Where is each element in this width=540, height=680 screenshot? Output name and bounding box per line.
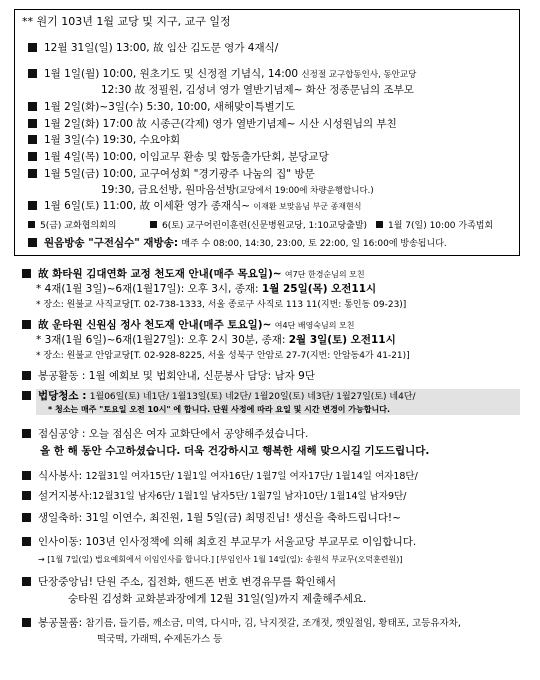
square-bullet-icon	[22, 371, 31, 380]
schedule-item: 1월 6일(토) 11:00, 故 이세환 영가 종재식~ 이재환 보맞음님 부군 종재현식	[28, 200, 361, 213]
cleaning-notice-detail: * 청소는 매주 "토요일 오전 10시" 에 합니다. 단원 사정에 따라 요일 및 시간 변경이 가능합니다.	[48, 405, 390, 414]
square-bullet-icon	[28, 221, 35, 228]
square-bullet-icon	[22, 471, 31, 480]
schedule-item: 1월 2일(화) 17:00 故 시종근(각제) 영가 열반기념제~ 시산 시성원님의 부친	[28, 118, 397, 131]
sermon-1-dates: * 4재(1월 3일)~6재(1월17일): 오후 3시, 종재: 1월 25일(목) 오전11시	[36, 283, 377, 295]
square-bullet-icon	[22, 429, 31, 438]
sermon-2-location: * 장소: 원불교 안암교당[T. 02-928-8225, 서울 성북구 안암로 27-7(지번: 안암동4가 41-21)]	[36, 351, 410, 361]
square-bullet-icon	[376, 221, 383, 228]
square-bullet-icon	[28, 69, 37, 78]
schedule-item: 1월 1일(월) 10:00, 원초기도 및 신정절 기념식, 14:00 신정절 교구합동인사, 동안교당	[28, 68, 416, 82]
lunch-greeting: 올 한 해 동안 수고하셨습니다. 더욱 건강하시고 행복한 새해 맞으시길 기도드립니다.	[40, 445, 430, 457]
schedule-item: 1월 4일(목) 10:00, 이임교무 환송 및 합동출가단회, 분당교당	[28, 151, 329, 164]
donation-items: 봉공물품: 참기름, 들기름, 깨소금, 미역, 다시마, 김, 낙지젓갈, 조개젓, 깻잎절임, 황태포, 고등유자차,	[22, 617, 461, 630]
square-bullet-icon	[28, 119, 37, 128]
square-bullet-icon	[22, 513, 31, 522]
transfer-notice: 인사이동: 103년 인사정책에 의해 최호진 부교무가 서울교당 부교무로 이임합니다.	[22, 536, 416, 549]
broadcast-notice: 원음방송 "구전심수" 재방송: 매주 수 08:00, 14:30, 23:00, 토 22:00, 일 16:00에 방송됩니다.	[28, 237, 447, 251]
service-notice: 봉공활동 : 1월 예회보 및 법회안내, 신문봉사 담당: 남자 9단	[22, 370, 315, 383]
cleaning-notice: 법당청소 : 1월06일(토) 네1단/ 1월13일(토) 네2단/ 1월20일(토) 네3단/ 1월27일(토) 네4단/	[22, 390, 416, 404]
square-bullet-icon	[22, 269, 31, 278]
square-bullet-icon	[22, 491, 31, 500]
schedule-item-sub: 19:30, 금요선방, 원마음선방(교당에서 19:00에 차량운행합니다.)	[101, 184, 374, 196]
donation-items-cont: 떡국떡, 가래떡, 수제돈가스 등	[97, 634, 223, 645]
sermon-2-dates: * 3재(1월 6일)~6재(1월27일): 오후 2시 30분, 종재: 2월 3일(토) 오전11시	[36, 334, 396, 346]
square-bullet-icon	[22, 320, 31, 329]
dishwash-service: 설거지봉사:12월31일 남자6단/ 1월1일 남자5단/ 1월7일 남자10단/ 1월14일 남자9단/	[22, 490, 406, 503]
square-bullet-icon	[28, 201, 37, 210]
square-bullet-icon	[22, 618, 31, 627]
contact-notice: 단장중앙님! 단원 주소, 집전화, 핸드폰 번호 변경유무를 확인해서	[22, 576, 336, 589]
sermon-1-location: * 장소: 원불교 사직교당[T. 02-738-1333, 서울 종로구 사직로 113 11(지번: 통인동 09-23)]	[36, 300, 407, 310]
square-bullet-icon	[22, 577, 31, 586]
lunch-notice: 점심공양 : 오늘 점심은 여자 교화단에서 공양해주셨습니다.	[22, 428, 308, 441]
schedule-item: 1월 3일(수) 19:30, 수요야회	[28, 134, 180, 147]
birthday-notice: 생일축하: 31일 이연수, 최진원, 1월 5일(금) 최명진님! 생신을 축하드립니다!~	[22, 512, 401, 525]
square-bullet-icon	[28, 152, 37, 161]
schedule-item: 1월 5일(금) 10:00, 교구여성회 "경기광주 나눔의 집" 방문	[28, 168, 315, 181]
schedule-item: 1월 2일(화)~3일(수) 5:30, 10:00, 새해맞이특별기도	[28, 101, 295, 114]
mini-event: 6(토) 교구어린이훈련(신문병원교당, 1:10교당출발)	[150, 219, 367, 233]
square-bullet-icon	[28, 135, 37, 144]
schedule-item-sub: 12:30 故 정필원, 김성녀 영가 열반기념제~ 화산 정종문님의 조부모	[101, 84, 414, 96]
schedule-item: 12월 31일(일) 13:00, 故 임산 김도문 영가 4재식/	[28, 42, 278, 55]
square-bullet-icon	[150, 221, 157, 228]
square-bullet-icon	[22, 537, 31, 546]
sermon-notice-2: 故 운타원 신원심 정사 천도재 안내(매주 토요일)~ 여4단 배영숙님의 모친	[22, 319, 354, 332]
square-bullet-icon	[28, 102, 37, 111]
contact-deadline: 숭타원 김성화 교화분과장에게 12월 31일(일)까지 제출해주세요.	[68, 593, 367, 605]
square-bullet-icon	[22, 391, 31, 400]
mini-event: 5(금) 교화협의회의	[28, 219, 116, 233]
transfer-detail: → [1월 7일(일) 법요예회에서 이임인사를 합니다.] [부임인사 1월 14일(일): 송원석 부교무(오덕훈련원)]	[38, 555, 403, 564]
schedule-title: ** 원기 103년 1월 교당 및 지구, 교구 일정	[22, 15, 231, 28]
sermon-notice-1: 故 화타원 김대연화 교정 천도재 안내(매주 목요일)~ 여7단 한경순님의 모친	[22, 268, 365, 281]
square-bullet-icon	[28, 169, 37, 178]
meal-service: 식사봉사: 12월31일 여자15단/ 1월1일 여자16단/ 1월7일 여자17단/ 1월14일 여자18단/	[22, 470, 418, 483]
square-bullet-icon	[28, 238, 37, 247]
square-bullet-icon	[28, 43, 37, 52]
mini-event: 1월 7(일) 10:00 가족법회	[376, 219, 493, 233]
